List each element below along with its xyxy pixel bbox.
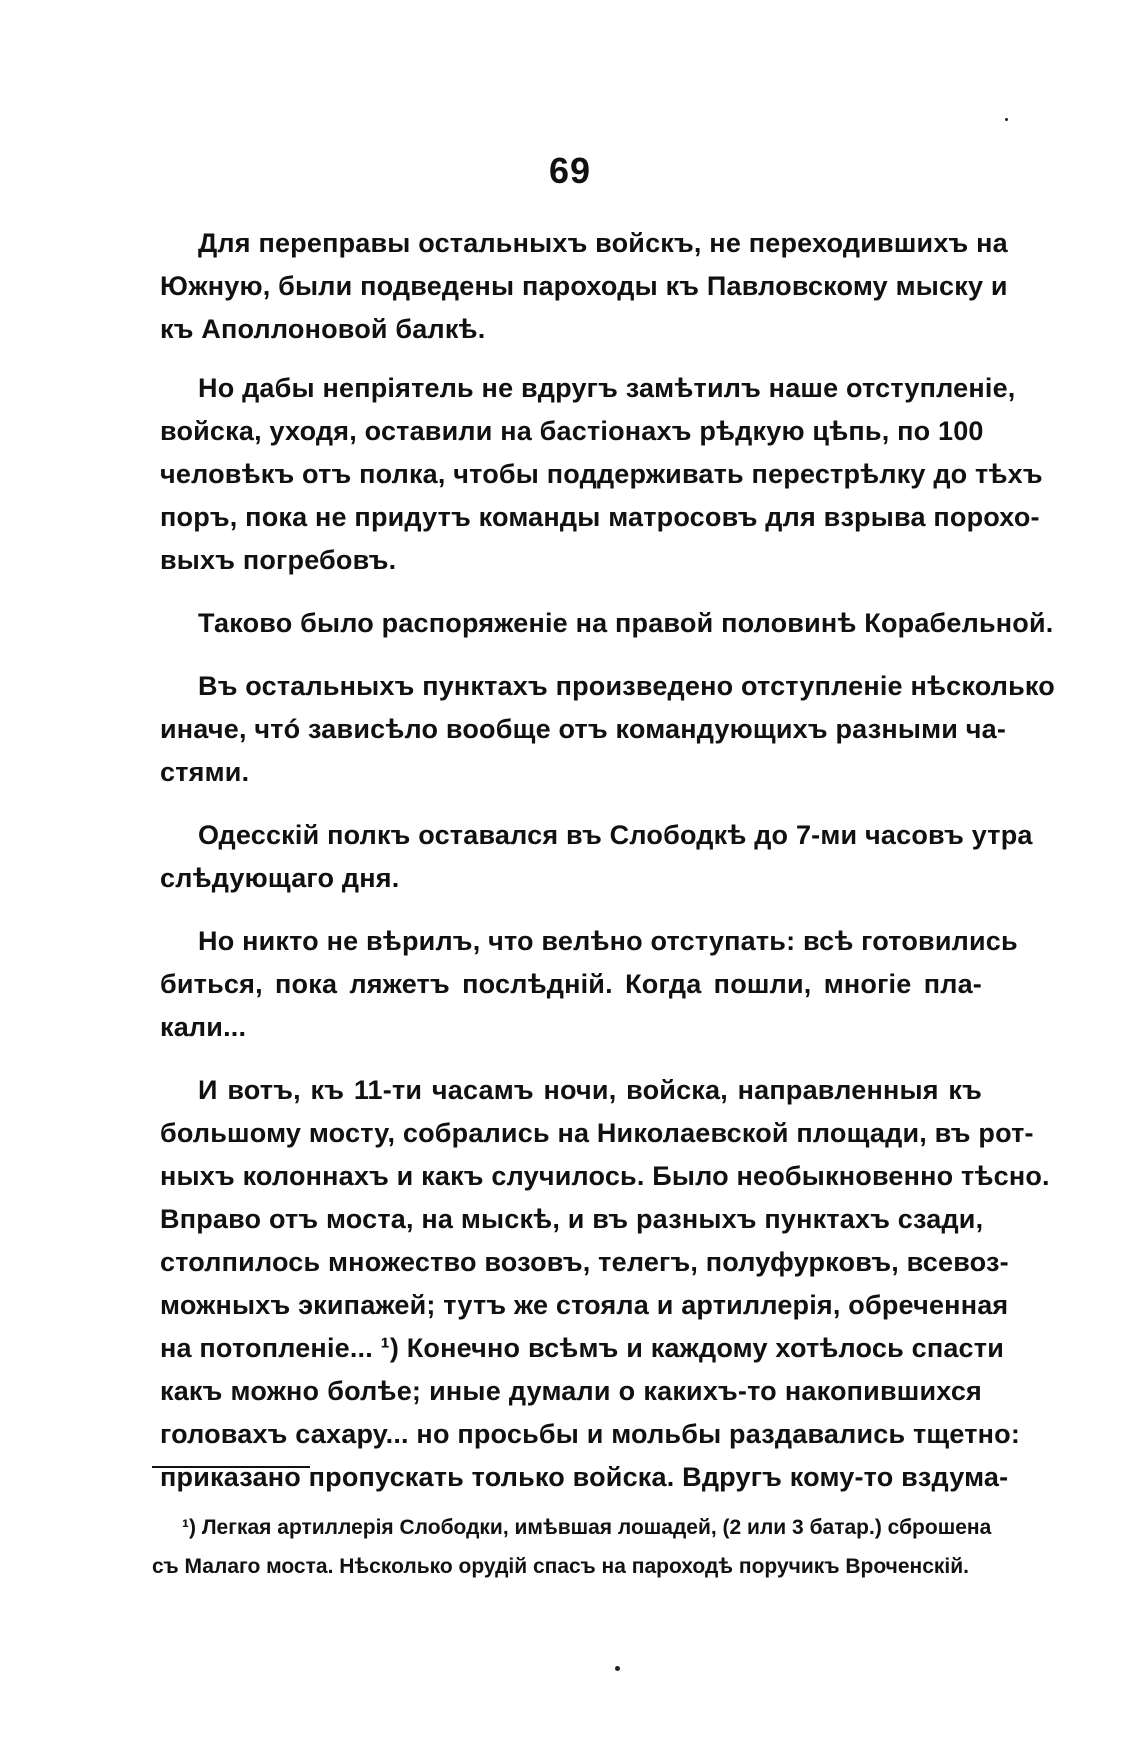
text-line: кали... xyxy=(160,1012,247,1042)
print-speck xyxy=(615,1666,620,1671)
text-line: Для переправы остальныхъ войскъ, не переходившихъ на xyxy=(198,228,1008,258)
text-line: стями. xyxy=(160,757,250,787)
text-line: Южную, были подведены пароходы къ Павловскому мыску и xyxy=(160,271,1008,301)
text-line: головахъ сахару... но просьбы и мольбы раздавались тщетно: xyxy=(160,1419,1021,1449)
paragraph-2 xyxy=(160,367,1043,582)
print-speck xyxy=(1005,118,1008,121)
paragraph-3 xyxy=(160,602,1054,645)
text-line: какъ можно болѣе; иные думали о какихъ-то накопившихся xyxy=(160,1376,982,1406)
text-line: войска, уходя, оставили на бастіонахъ рѣдкую цѣпь, по 100 xyxy=(160,416,984,446)
text-line: можныхъ экипажей; тутъ же стояла и артиллерія, обреченная xyxy=(160,1290,1009,1320)
text-line: на потопленіе... ¹) Конечно всѣмъ и каждому хотѣлось спасти xyxy=(160,1333,1004,1363)
main-text xyxy=(160,222,1055,1499)
footnote-line: съ Малаго моста. Нѣсколько орудій спасъ на пароходѣ поручикъ Вроченскій. xyxy=(152,1555,970,1578)
paragraph-6 xyxy=(160,920,1018,1049)
footnote-line: ¹) Легкая артиллерія Слободки, имѣвшая лошадей, (2 или 3 батар.) сброшена xyxy=(182,1516,992,1539)
text-line: Но никто не вѣрилъ, что велѣно отступать: всѣ готовились xyxy=(198,926,1018,956)
text-line: выхъ погребовъ. xyxy=(160,545,397,575)
footnote xyxy=(152,1508,992,1586)
text-line: Одесскій полкъ оставался въ Слободкѣ до 7-ми часовъ утра xyxy=(198,820,1033,850)
text-line: И вотъ, къ 11-ти часамъ ночи, войска, направленныя къ xyxy=(198,1075,982,1105)
text-line: Таково было распоряженіе на правой половинѣ Корабельной. xyxy=(198,608,1054,638)
text-line: иначе, чтó зависѣло вообще отъ командующихъ разными ча- xyxy=(160,714,1007,744)
footnote-divider xyxy=(152,1466,310,1468)
text-line: большому мосту, собрались на Николаевской площади, въ рот- xyxy=(160,1118,1034,1148)
paragraph-4 xyxy=(160,665,1055,794)
paragraph-1 xyxy=(160,222,1008,351)
text-line: къ Аполлоновой балкѣ. xyxy=(160,314,486,344)
paragraph-5 xyxy=(160,814,1033,900)
text-line: ныхъ колоннахъ и какъ случилось. Было необыкновенно тѣсно. xyxy=(160,1161,1050,1191)
text-line: биться, пока ляжетъ послѣдній. Когда пошли, многіе пла- xyxy=(160,969,982,999)
text-line: Въ остальныхъ пунктахъ произведено отступленіе нѣсколько xyxy=(198,671,1055,701)
text-line: столпилось множество возовъ, телегъ, полуфурковъ, всевоз- xyxy=(160,1247,1009,1277)
text-line: Вправо отъ моста, на мыскѣ, и въ разныхъ пунктахъ сзади, xyxy=(160,1204,984,1234)
text-line: человѣкъ отъ полка, чтобы поддерживать перестрѣлку до тѣхъ xyxy=(160,459,1043,489)
text-line: приказано пропускать только войска. Вдругъ кому-то вздума- xyxy=(160,1462,1009,1492)
page-number: 69 xyxy=(548,150,592,191)
text-line: поръ, пока не придутъ команды матросовъ для взрыва порохо- xyxy=(160,502,1040,532)
text-line: слѣдующаго дня. xyxy=(160,863,400,893)
text-line: Но дабы непріятель не вдругъ замѣтилъ наше отступленіе, xyxy=(198,373,1016,403)
paragraph-7 xyxy=(160,1069,1050,1499)
